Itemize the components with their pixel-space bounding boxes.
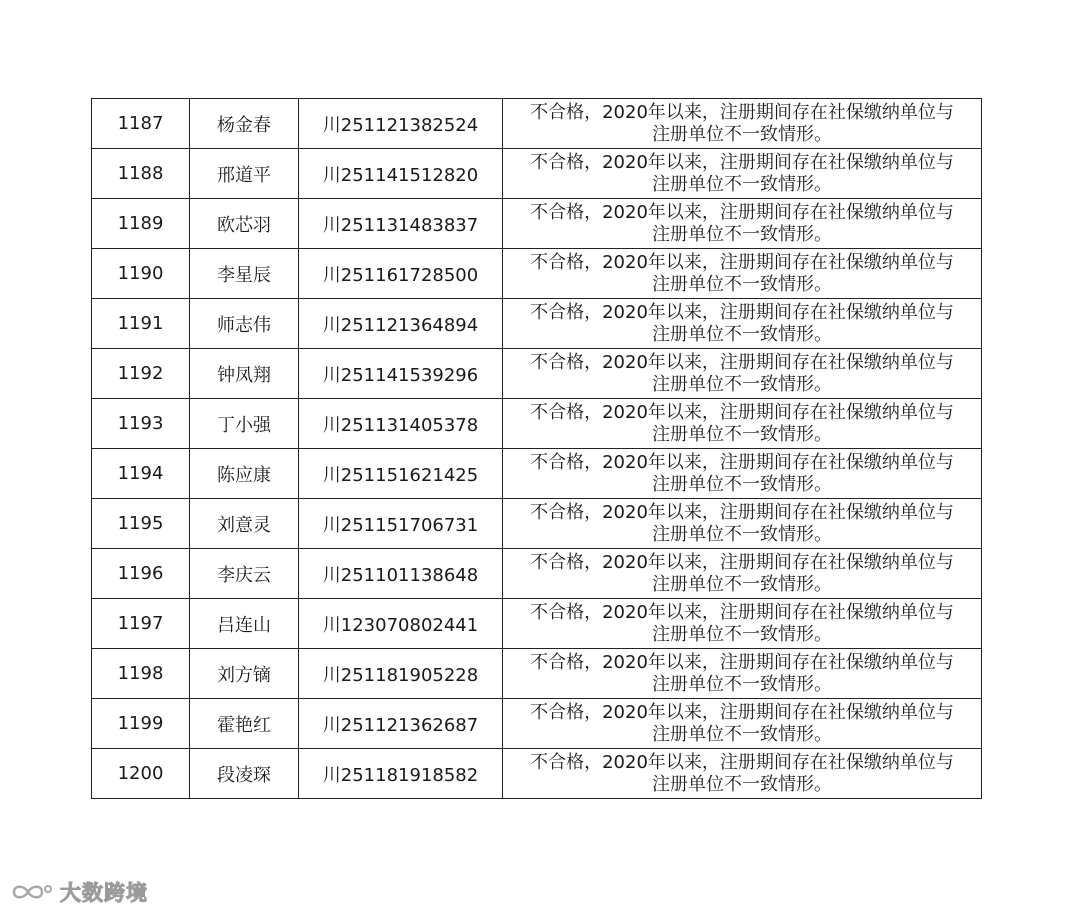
person-name-cell: 李庆云 [190,549,299,599]
certificate-number-cell: 川251131405378 [299,399,503,449]
person-name-cell: 陈应康 [190,449,299,499]
certificate-number-cell: 川123070802441 [299,599,503,649]
table-row [92,699,982,749]
table-row [92,99,982,149]
check-result-cell [503,749,982,799]
check-result-line-2: 注册单位不一致情形。 [652,174,832,195]
table-row [92,549,982,599]
infinity-logo-icon [10,880,54,904]
check-result-line-1: 不合格，2020年以来，注册期间存在社保缴纳单位与 [530,202,954,223]
table-row [92,399,982,449]
row-number-cell: 1190 [92,249,190,299]
certificate-number-cell: 川251141512820 [299,149,503,199]
check-result-line-2: 注册单位不一致情形。 [652,774,832,795]
certificate-number-cell: 川251181905228 [299,649,503,699]
row-number-cell: 1189 [92,199,190,249]
person-name-cell: 杨金春 [190,99,299,149]
certificate-number-cell: 川251141539296 [299,349,503,399]
check-result-line-2: 注册单位不一致情形。 [652,674,832,695]
table-body [92,99,982,799]
row-number-cell: 1187 [92,99,190,149]
check-result-cell [503,349,982,399]
table-row [92,249,982,299]
check-result-cell [503,649,982,699]
person-name-cell: 吕连山 [190,599,299,649]
row-number-cell: 1197 [92,599,190,649]
check-result-line-1: 不合格，2020年以来，注册期间存在社保缴纳单位与 [530,502,954,523]
check-result-line-1: 不合格，2020年以来，注册期间存在社保缴纳单位与 [530,702,954,723]
watermark [10,878,148,906]
certificate-number-cell: 川251121362687 [299,699,503,749]
check-result-line-1: 不合格，2020年以来，注册期间存在社保缴纳单位与 [530,652,954,673]
person-name-cell: 李星辰 [190,249,299,299]
row-number-cell: 1192 [92,349,190,399]
row-number-cell: 1188 [92,149,190,199]
row-number-cell: 1195 [92,499,190,549]
check-result-line-1: 不合格，2020年以来，注册期间存在社保缴纳单位与 [530,552,954,573]
person-name-cell: 欧芯羽 [190,199,299,249]
check-result-line-2: 注册单位不一致情形。 [652,124,832,145]
person-name-cell: 师志伟 [190,299,299,349]
table-row [92,649,982,699]
check-result-cell [503,199,982,249]
certificate-number-cell: 川251101138648 [299,549,503,599]
check-result-cell [503,149,982,199]
check-result-line-1: 不合格，2020年以来，注册期间存在社保缴纳单位与 [530,602,954,623]
watermark-text: 大数跨境 [60,881,148,905]
row-number-cell: 1196 [92,549,190,599]
check-result-line-2: 注册单位不一致情形。 [652,224,832,245]
check-result-cell [503,449,982,499]
check-result-cell [503,499,982,549]
person-name-cell: 刘方镝 [190,649,299,699]
table-row [92,199,982,249]
certificate-number-cell: 川251161728500 [299,249,503,299]
row-number-cell: 1191 [92,299,190,349]
records-table [91,98,982,799]
check-result-line-2: 注册单位不一致情形。 [652,574,832,595]
row-number-cell: 1194 [92,449,190,499]
table-row [92,299,982,349]
row-number-cell: 1198 [92,649,190,699]
check-result-line-1: 不合格，2020年以来，注册期间存在社保缴纳单位与 [530,302,954,323]
certificate-number-cell: 川251121382524 [299,99,503,149]
check-result-line-2: 注册单位不一致情形。 [652,274,832,295]
certificate-number-cell: 川251181918582 [299,749,503,799]
table-row [92,599,982,649]
row-number-cell: 1199 [92,699,190,749]
row-number-cell: 1200 [92,749,190,799]
check-result-line-1: 不合格，2020年以来，注册期间存在社保缴纳单位与 [530,352,954,373]
certificate-number-cell: 川251151706731 [299,499,503,549]
check-result-line-2: 注册单位不一致情形。 [652,624,832,645]
table-row [92,149,982,199]
check-result-line-1: 不合格，2020年以来，注册期间存在社保缴纳单位与 [530,452,954,473]
check-result-line-1: 不合格，2020年以来，注册期间存在社保缴纳单位与 [530,752,954,773]
check-result-cell [503,599,982,649]
person-name-cell: 刘意灵 [190,499,299,549]
table-row [92,349,982,399]
check-result-line-1: 不合格，2020年以来，注册期间存在社保缴纳单位与 [530,102,954,123]
check-result-cell [503,249,982,299]
table-row [92,449,982,499]
person-name-cell: 邢道平 [190,149,299,199]
check-result-line-2: 注册单位不一致情形。 [652,374,832,395]
check-result-cell [503,549,982,599]
check-result-cell [503,299,982,349]
person-name-cell: 霍艳红 [190,699,299,749]
table-row [92,749,982,799]
check-result-line-1: 不合格，2020年以来，注册期间存在社保缴纳单位与 [530,152,954,173]
person-name-cell: 段凌琛 [190,749,299,799]
certificate-number-cell: 川251121364894 [299,299,503,349]
table-row [92,499,982,549]
check-result-line-1: 不合格，2020年以来，注册期间存在社保缴纳单位与 [530,252,954,273]
check-result-cell [503,399,982,449]
check-result-line-2: 注册单位不一致情形。 [652,324,832,345]
check-result-line-2: 注册单位不一致情形。 [652,724,832,745]
check-result-line-2: 注册单位不一致情形。 [652,524,832,545]
certificate-number-cell: 川251151621425 [299,449,503,499]
check-result-cell [503,99,982,149]
certificate-number-cell: 川251131483837 [299,199,503,249]
check-result-cell [503,699,982,749]
check-result-line-2: 注册单位不一致情形。 [652,424,832,445]
check-result-line-2: 注册单位不一致情形。 [652,474,832,495]
person-name-cell: 丁小强 [190,399,299,449]
check-result-line-1: 不合格，2020年以来，注册期间存在社保缴纳单位与 [530,402,954,423]
row-number-cell: 1193 [92,399,190,449]
person-name-cell: 钟凤翔 [190,349,299,399]
